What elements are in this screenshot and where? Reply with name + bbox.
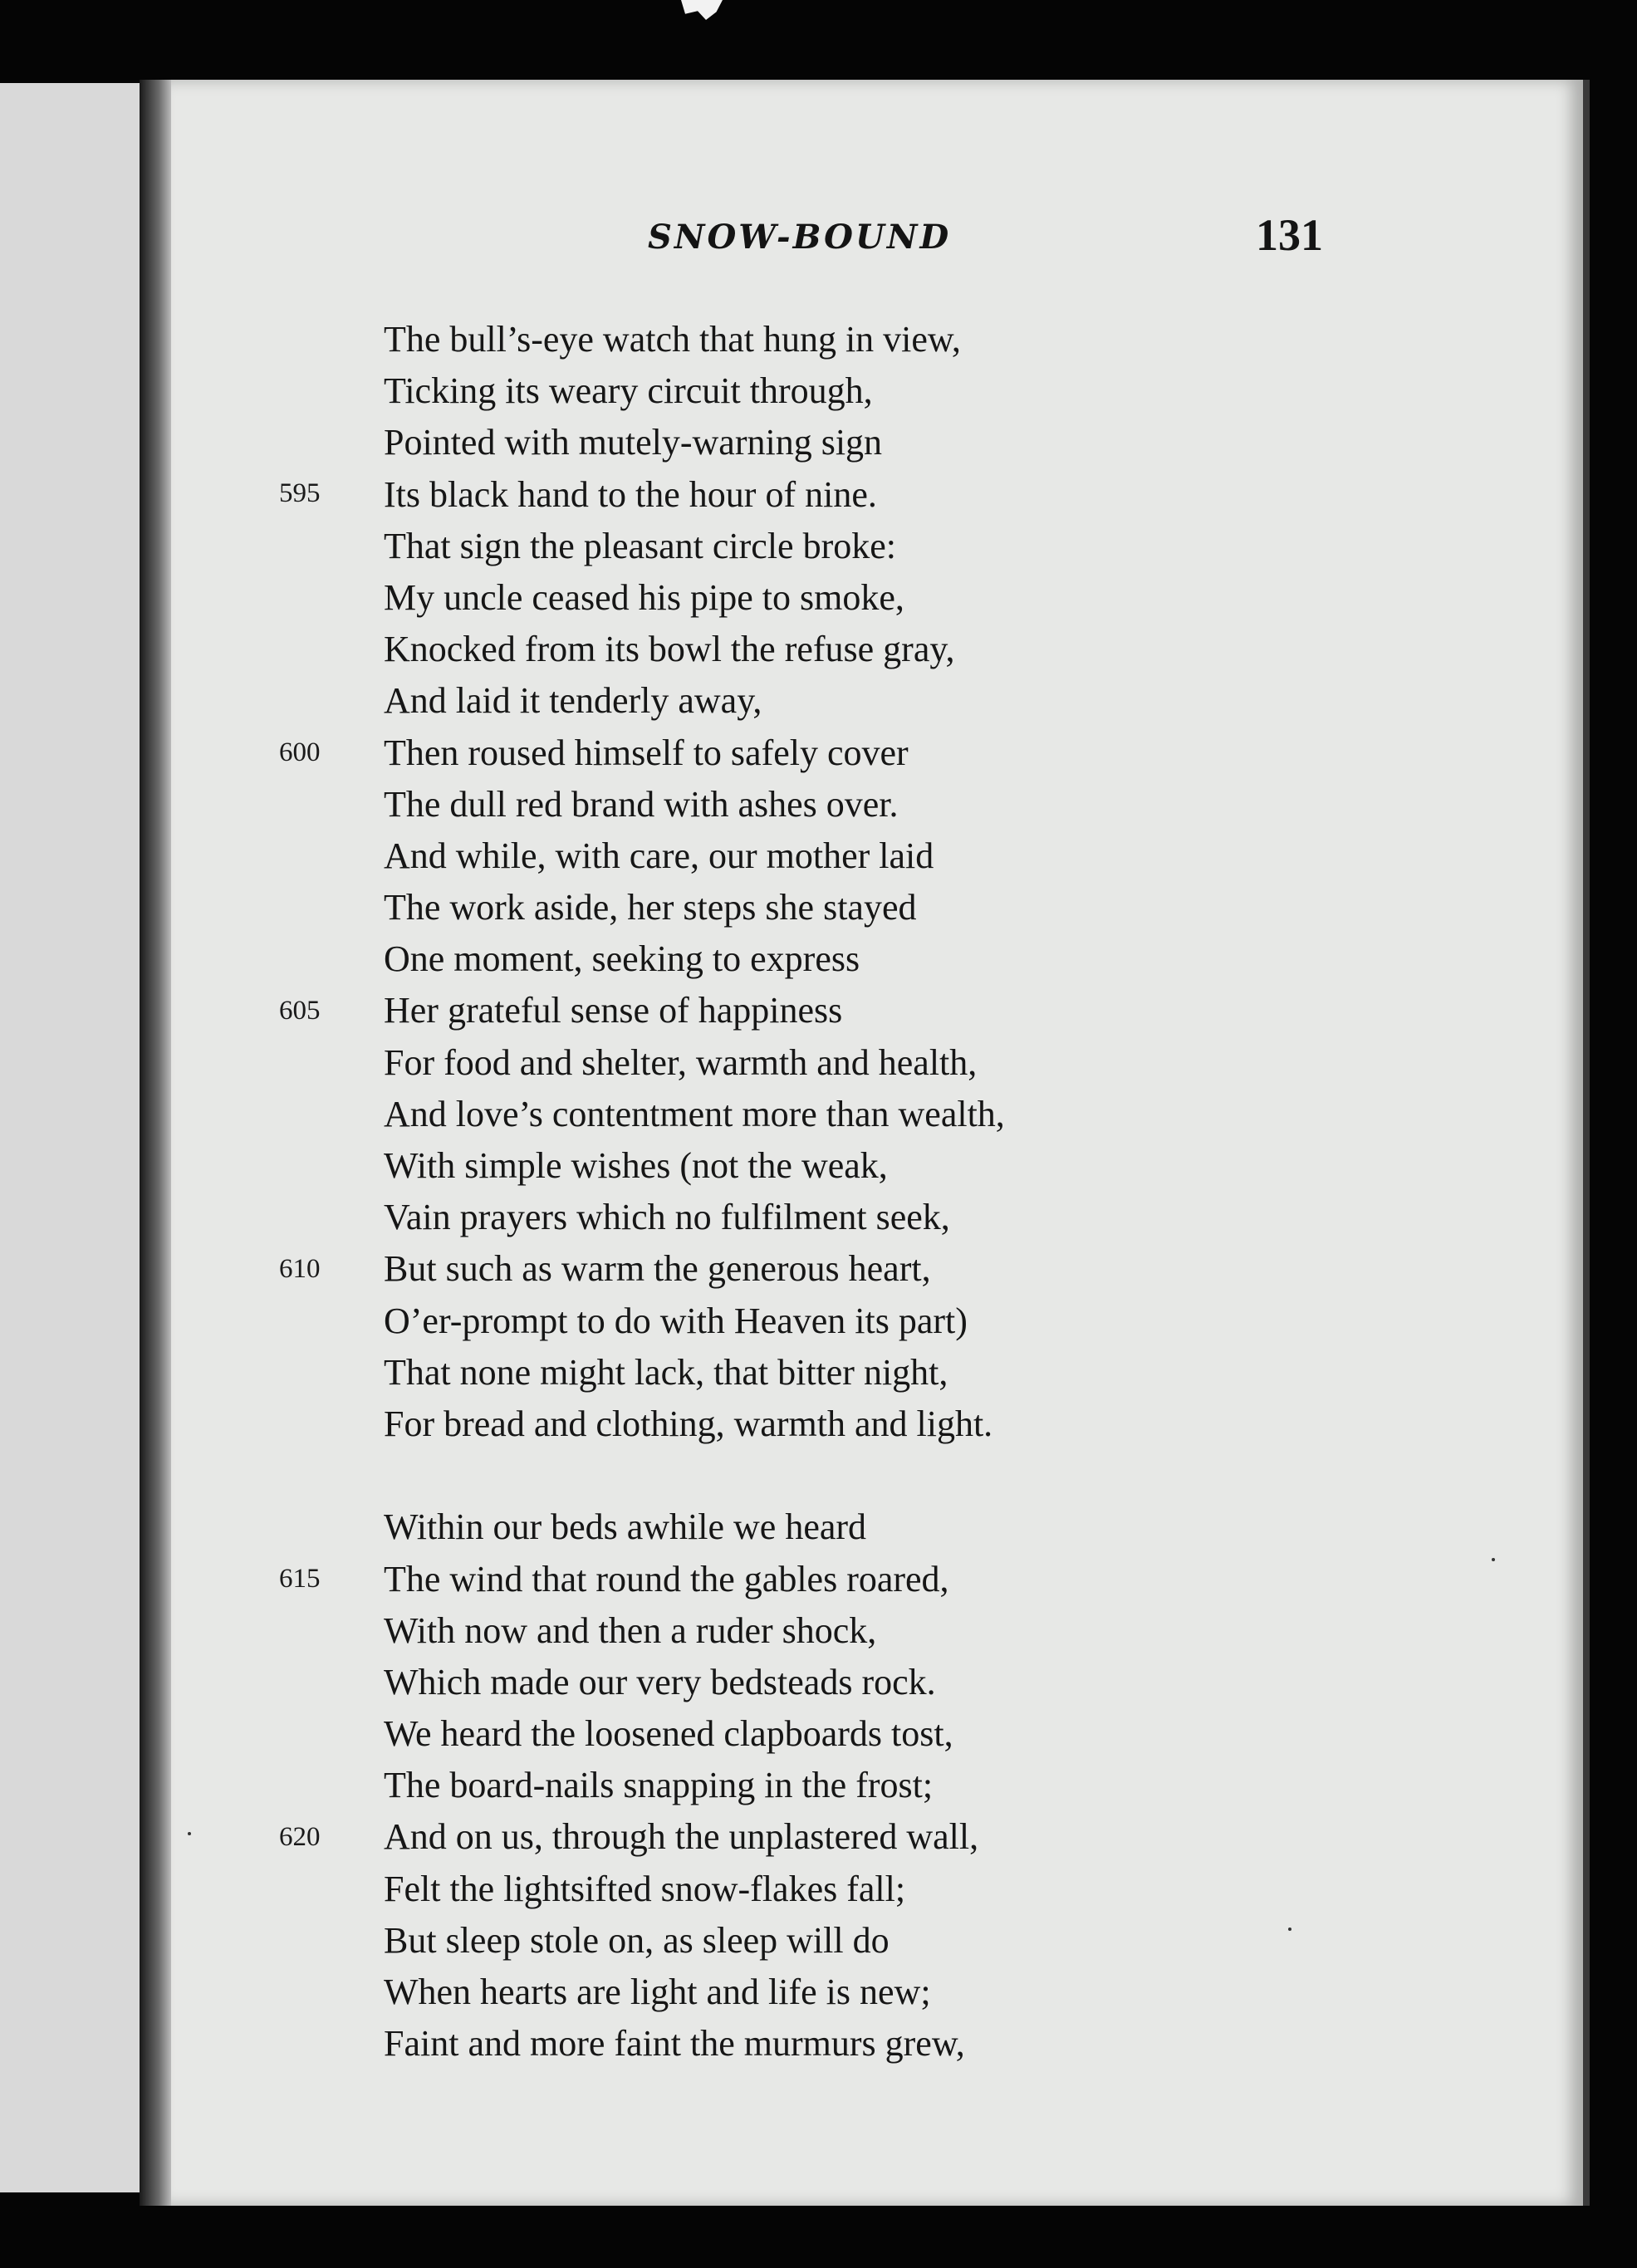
stanza-break <box>384 1450 1005 1501</box>
verse-line: When hearts are light and life is new; <box>384 1972 931 2012</box>
paper-speck <box>1492 1558 1495 1561</box>
line-number: 610 <box>279 1254 321 1284</box>
verse-line: The bull’s-eye watch that hung in view, <box>384 319 961 360</box>
running-title: SNOW-BOUND <box>648 218 952 257</box>
verse-line: Knocked from its bowl the refuse gray, <box>384 629 955 670</box>
page-number: 131 <box>1256 210 1323 260</box>
line-number: 600 <box>279 737 321 767</box>
left-page-edge <box>0 83 156 2192</box>
verse-line: Vain prayers which no fulfilment seek, <box>384 1197 950 1238</box>
verse-line: Faint and more faint the murmurs grew, <box>384 2023 965 2065</box>
verse-line: For bread and clothing, warmth and light. <box>384 1403 993 1444</box>
line-number: 620 <box>279 1822 321 1852</box>
line-number: 605 <box>279 996 321 1026</box>
verse-line: And love’s contentment more than wealth, <box>384 1093 1005 1134</box>
poem-text <box>384 314 1005 2070</box>
verse-line: And while, with care, our mother laid <box>384 835 934 876</box>
verse-line: The board-nails snapping in the frost; <box>384 1765 934 1806</box>
verse-line: The dull red brand with ashes over. <box>384 783 899 825</box>
verse-line: With simple wishes (not the weak, <box>384 1145 888 1186</box>
verse-line: But sleep stole on, as sleep will do <box>384 1919 890 1961</box>
verse-line: Within our beds awhile we heard <box>384 1506 867 1548</box>
verse-line: That none might lack, that bitter night, <box>384 1351 948 1393</box>
verse-line: But such as warm the generous heart, <box>384 1248 931 1290</box>
verse-line: The wind that round the gables roared, <box>384 1558 949 1599</box>
book-gutter <box>140 80 174 2206</box>
verse-line: And laid it tenderly away, <box>384 680 762 722</box>
verse-line: We heard the loosened clapboards tost, <box>384 1713 953 1755</box>
verse-line: And on us, through the unplastered wall, <box>384 1816 979 1858</box>
verse-line: For food and shelter, warmth and health, <box>384 1041 978 1083</box>
paper-speck <box>1288 1928 1291 1931</box>
verse-line: Felt the lightsifted snow-flakes fall; <box>384 1868 906 1909</box>
verse-line: My uncle ceased his pipe to smoke, <box>384 576 904 618</box>
line-number: 615 <box>279 1564 321 1594</box>
verse-line: O’er-prompt to do with Heaven its part) <box>384 1300 968 1341</box>
verse-line: One moment, seeking to express <box>384 938 860 980</box>
scan-artifact-mark <box>681 0 723 20</box>
verse-line: That sign the pleasant circle broke: <box>384 525 896 566</box>
verse-line: Ticking its weary circuit through, <box>384 370 873 412</box>
verse-line: Which made our very bedsteads rock. <box>384 1661 936 1702</box>
verse-line: Then roused himself to safely cover <box>384 732 909 773</box>
verse-line: Her grateful sense of happiness <box>384 990 843 1031</box>
verse-line: Its black hand to the hour of nine. <box>384 473 877 515</box>
verse-line: Pointed with mutely-warning sign <box>384 422 883 463</box>
paper-speck <box>188 1832 191 1835</box>
verse-line: With now and then a ruder shock, <box>384 1609 877 1651</box>
verse-line: The work aside, her steps she stayed <box>384 887 917 928</box>
line-number: 595 <box>279 478 321 508</box>
